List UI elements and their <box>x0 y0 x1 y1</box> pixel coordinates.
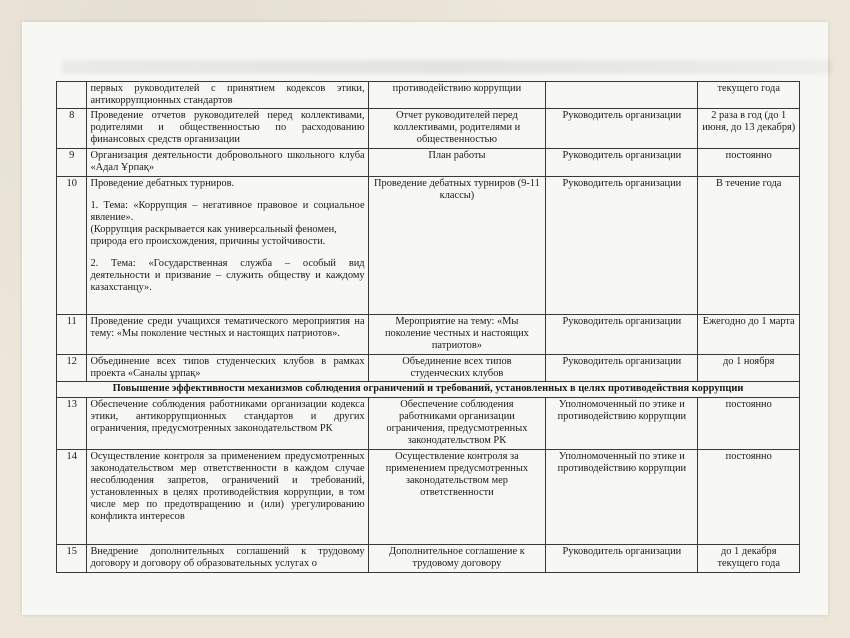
activity-cell: Обеспечение соблюдения работниками организации кодекса этики, антикоррупционных стандартов и других ограничения, предусмотренных законодательством РК <box>87 398 368 450</box>
form-cell: Проведение дебатных турниров (9-11 классы) <box>368 177 546 315</box>
table-row <box>57 545 800 573</box>
table-row <box>57 315 800 355</box>
debate-topic-2: 2. Тема: «Государственная служба – особый вид деятельности и призвание – служить обществу и каждому казахстанцу». <box>90 258 365 293</box>
activity-cell: Объединение всех типов студенческих клубов в рамках проекта «Саналы ұрпақ» <box>87 355 368 382</box>
form-cell: Осуществление контроля за применением предусмотренных законодательством мер ответственности <box>368 450 546 545</box>
form-cell: План работы <box>368 149 546 177</box>
row-number <box>57 82 87 109</box>
responsible-cell <box>546 82 698 109</box>
table-row <box>57 450 800 545</box>
term-cell: постоянно <box>698 450 800 545</box>
responsible-cell: Руководитель организации <box>546 109 698 149</box>
activity-cell: Внедрение дополнительных соглашений к трудовому договору и договору об образовательных услугах о <box>87 545 368 573</box>
table-row <box>57 355 800 382</box>
term-cell: до 1 декабря текущего года <box>698 545 800 573</box>
form-cell: Отчет руководителей перед коллективами, родителями и общественностью <box>368 109 546 149</box>
responsible-cell: Руководитель организации <box>546 177 698 315</box>
term-cell: постоянно <box>698 398 800 450</box>
responsible-cell: Руководитель организации <box>546 149 698 177</box>
debate-topic-1: 1. Тема: «Коррупция – негативное правовое и социальное явление». <box>90 200 365 223</box>
term-cell: до 1 ноября <box>698 355 800 382</box>
anticorruption-plan-table <box>56 81 800 573</box>
responsible-cell: Уполномоченный по этике и противодействию коррупции <box>546 450 698 545</box>
table-row <box>57 398 800 450</box>
form-cell: Мероприятие на тему: «Мы поколение честных и настоящих патриотов» <box>368 315 546 355</box>
term-cell: 2 раза в год (до 1 июня, до 13 декабря) <box>698 109 800 149</box>
row-number: 10 <box>57 177 87 315</box>
form-cell: противодействию коррупции <box>368 82 546 109</box>
responsible-cell: Руководитель организации <box>546 355 698 382</box>
table-row <box>57 177 800 315</box>
term-cell: постоянно <box>698 149 800 177</box>
row-number: 14 <box>57 450 87 545</box>
table-row <box>57 109 800 149</box>
activity-cell: Проведение отчетов руководителей перед коллективами, родителями и общественностью по расходованию финансовых средств организации <box>87 109 368 149</box>
row-number: 15 <box>57 545 87 573</box>
row-number: 12 <box>57 355 87 382</box>
activity-cell: Осуществление контроля за применением предусмотренных законодательством мер ответственности в каждом случае несоблюдения запретов, ограничений и требований, установленных в целях противодействия коррупции, в том числе мер по предотвращению и (или) урегулированию конфликта интересов <box>87 450 368 545</box>
form-cell: Объединение всех типов студенческих клубов <box>368 355 546 382</box>
section-title: Повышение эффективности механизмов соблюдения ограничений и требований, установленных в целях противодействия коррупции <box>57 382 800 398</box>
activity-title: Проведение дебатных турниров. <box>90 178 235 189</box>
table-row <box>57 82 800 109</box>
responsible-cell: Руководитель организации <box>546 315 698 355</box>
section-header-row <box>57 382 800 398</box>
responsible-cell: Руководитель организации <box>546 545 698 573</box>
row-number: 13 <box>57 398 87 450</box>
term-cell: Ежегодно до 1 марта <box>698 315 800 355</box>
form-cell: Обеспечение соблюдения работниками организации ограничения, предусмотренных законодательством РК <box>368 398 546 450</box>
term-cell: текущего года <box>698 82 800 109</box>
row-number: 8 <box>57 109 87 149</box>
responsible-cell: Уполномоченный по этике и противодействию коррупции <box>546 398 698 450</box>
activity-cell <box>87 177 368 315</box>
term-cell: В течение года <box>698 177 800 315</box>
activity-cell: Проведение среди учащихся тематического мероприятия на тему: «Мы поколение честных и настоящих патриотов». <box>87 315 368 355</box>
form-cell: Дополнительное соглашение к трудовому договору <box>368 545 546 573</box>
row-number: 9 <box>57 149 87 177</box>
row-number: 11 <box>57 315 87 355</box>
table-row <box>57 149 800 177</box>
faded-header-strip <box>62 60 832 74</box>
activity-cell: Организация деятельности добровольного школьного клуба «Адал Ұрпақ» <box>87 149 368 177</box>
activity-cell: первых руководителей с принятием кодексов этики, антикоррупционных стандартов <box>87 82 368 109</box>
debate-topic-1-note: (Коррупция раскрывается как универсальный феномен, природа его происхождения, причины устойчивости. <box>90 224 337 247</box>
